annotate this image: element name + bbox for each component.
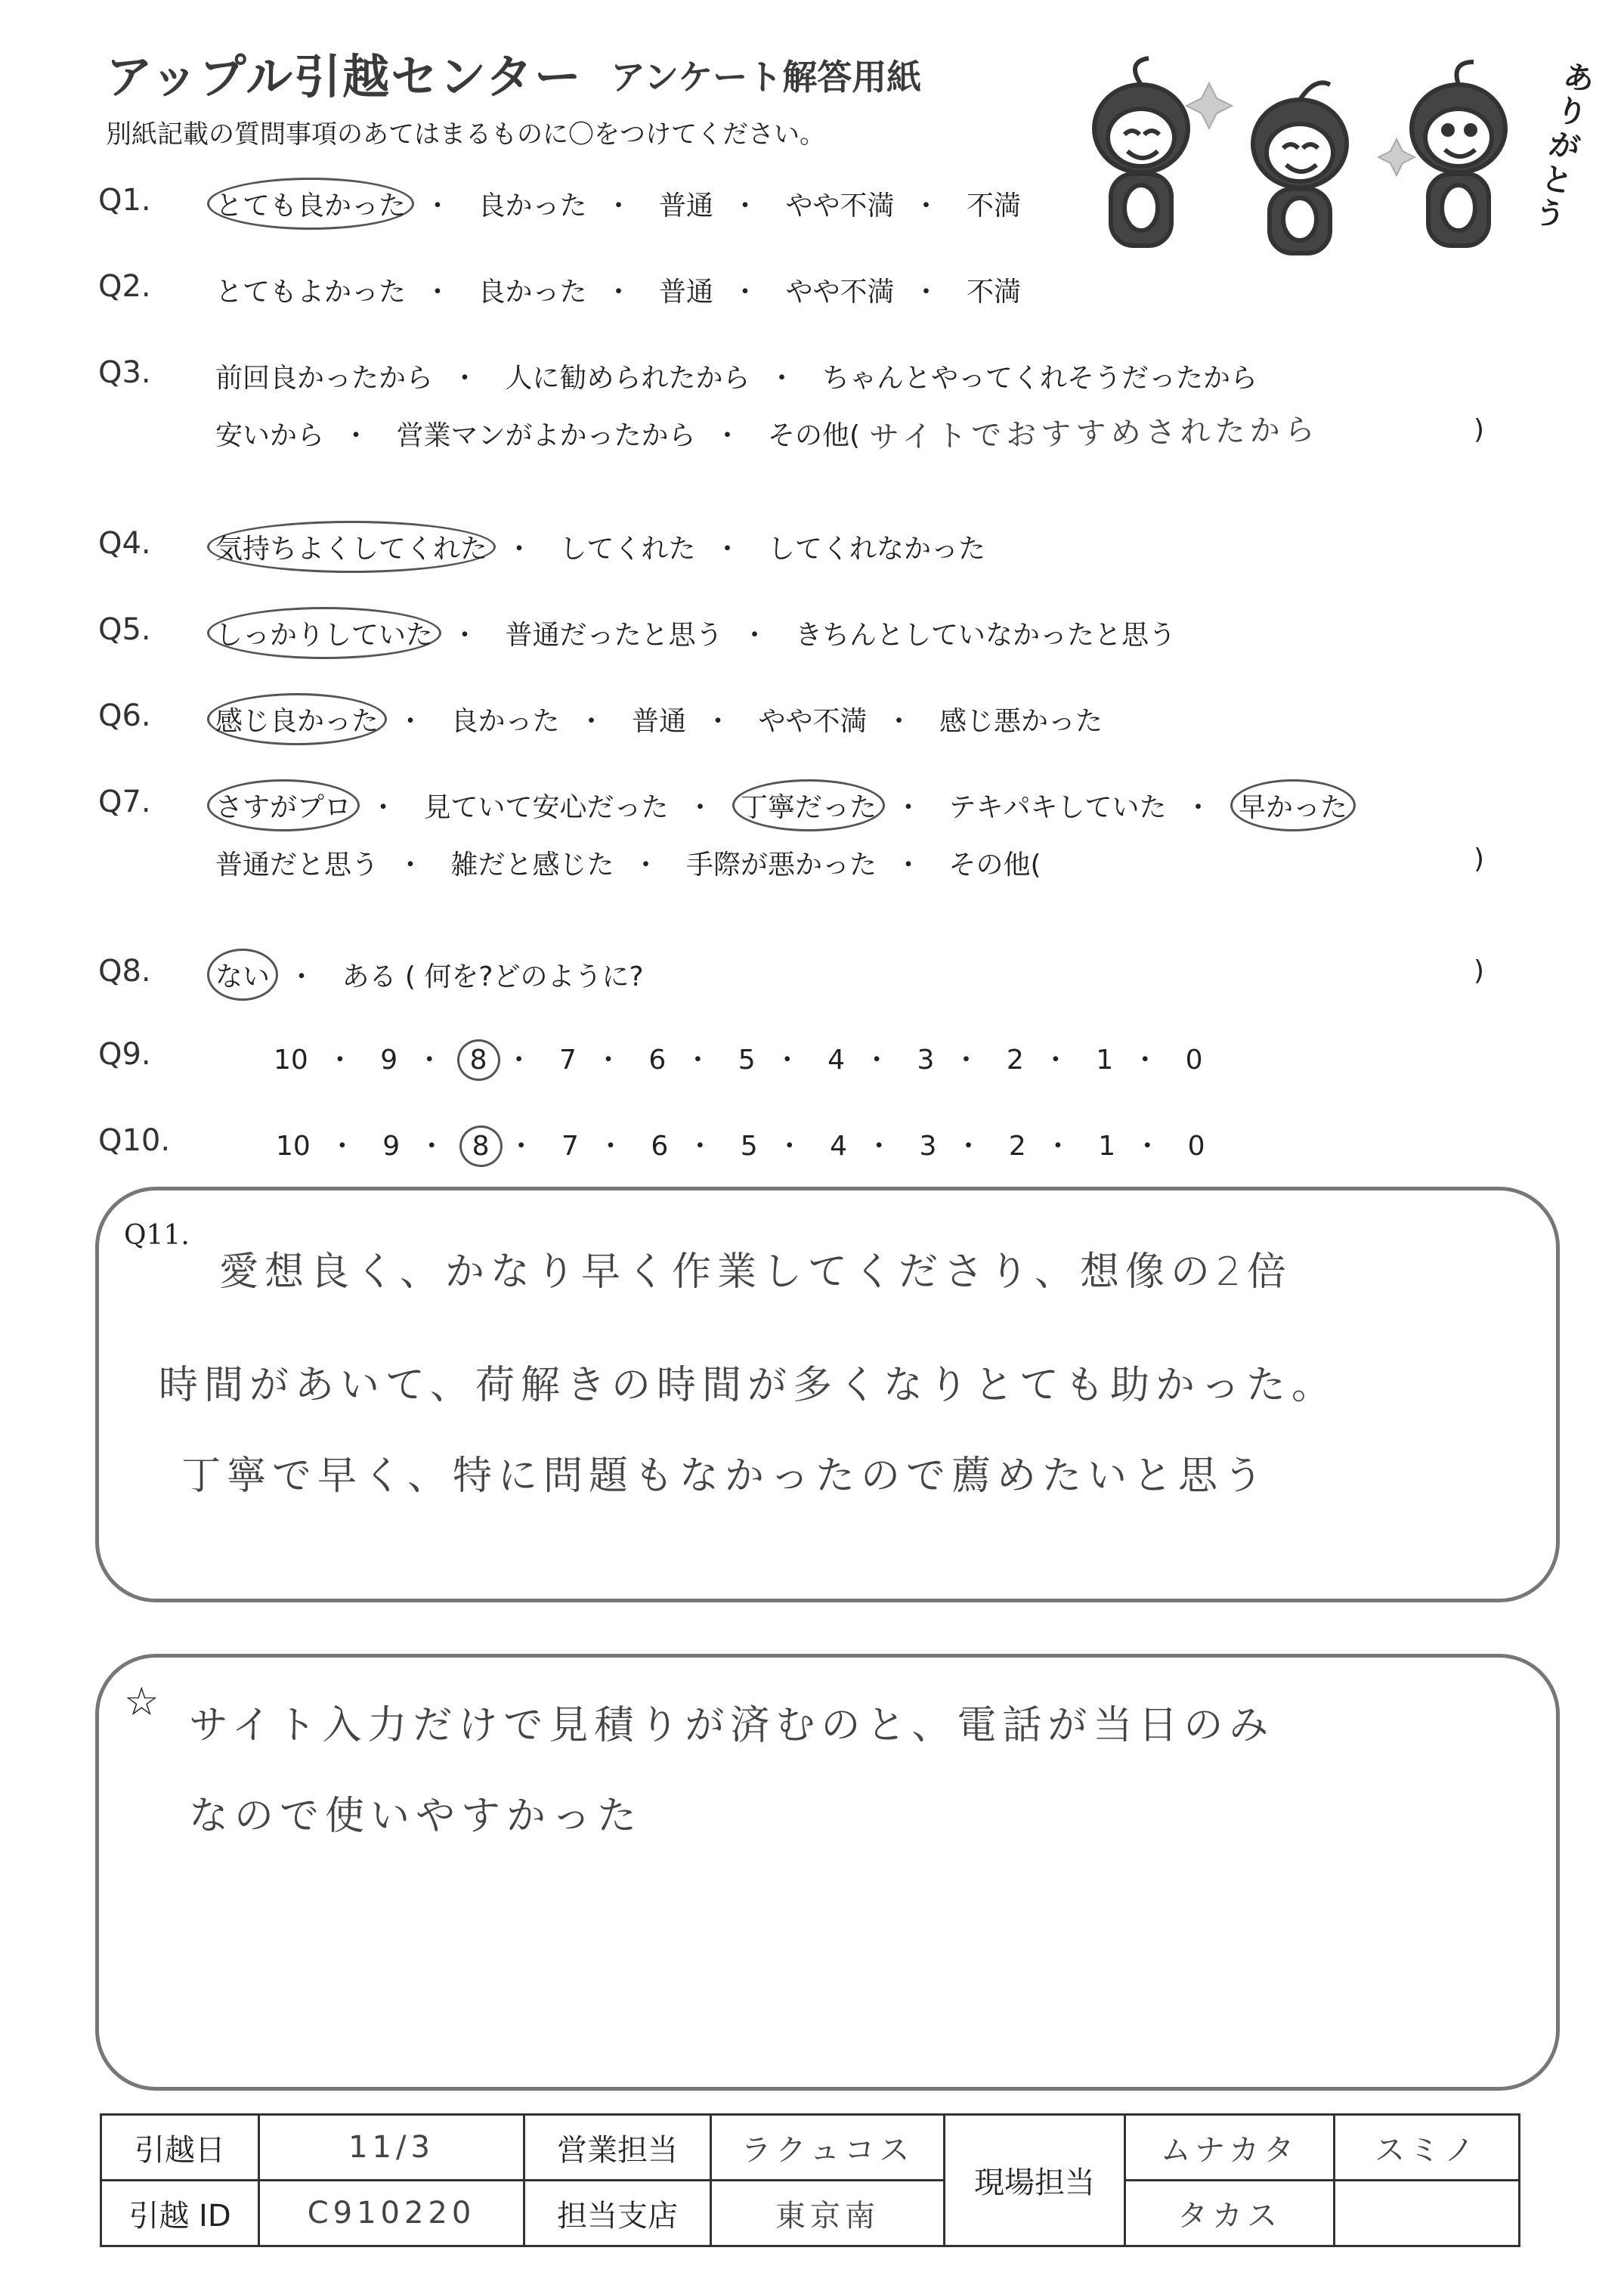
q2-option-2[interactable]: 良かった bbox=[478, 277, 587, 308]
q11-line-3: 丁寧で早く、特に問題もなかったので薦めたいと思う bbox=[181, 1453, 1269, 1499]
move-date-value[interactable]: 11/3 bbox=[259, 2115, 524, 2181]
q10-score-10[interactable]: 10 bbox=[276, 1131, 311, 1162]
q9-score-10[interactable]: 10 bbox=[274, 1045, 308, 1076]
q2-option-1[interactable]: とてもよかった bbox=[215, 277, 407, 308]
branch-label: 担当支店 bbox=[524, 2181, 711, 2246]
q9-score-3[interactable]: 3 bbox=[917, 1045, 935, 1076]
q10-score-2[interactable]: 2 bbox=[1008, 1131, 1026, 1162]
q1-label: Q1. bbox=[98, 183, 151, 218]
q3-option-other[interactable]: その他( bbox=[767, 420, 861, 451]
q6-option-2[interactable]: 良かった bbox=[450, 706, 560, 737]
q9-score-4[interactable]: 4 bbox=[827, 1045, 846, 1076]
q5-options: しっかりしていた ・ 普通だったと思う ・ きちんとしていなかったと思う bbox=[215, 614, 1176, 652]
q8-options: ない ・ ある ( 何を?どのように? bbox=[215, 955, 644, 994]
info-table bbox=[100, 2113, 1520, 2247]
q5-option-3[interactable]: きちんとしていなかったと思う bbox=[794, 620, 1176, 651]
q8-close-paren: ) bbox=[1474, 955, 1485, 986]
q2-option-5[interactable]: 不満 bbox=[966, 277, 1021, 308]
site-rep-3[interactable]: タカス bbox=[1125, 2181, 1335, 2246]
site-rep-1[interactable]: ムナカタ bbox=[1125, 2115, 1335, 2181]
q6-label: Q6. bbox=[98, 698, 151, 733]
q4-option-1[interactable]: 気持ちよくしてくれた bbox=[207, 521, 496, 573]
q10-score-0[interactable]: 0 bbox=[1187, 1131, 1205, 1162]
move-date-label: 引越日 bbox=[101, 2115, 259, 2181]
company-title: アップル引越センター bbox=[106, 49, 583, 104]
q10-scale: 10 ・ 9 ・ 8 ・ 7 ・ 6 ・ 5 ・ 4 ・ 3 ・ 2 ・ 1 ・ 0 bbox=[276, 1125, 1205, 1163]
q3-option-1[interactable]: 前回良かったから bbox=[215, 363, 434, 394]
q9-score-0[interactable]: 0 bbox=[1185, 1045, 1203, 1076]
q6-option-5[interactable]: 感じ悪かった bbox=[939, 706, 1103, 737]
q7-option-1[interactable]: さすがプロ bbox=[207, 779, 360, 831]
q1-options: とても良かった ・ 良かった ・ 普通 ・ やや不満 ・ 不満 bbox=[215, 184, 1021, 223]
q4-option-2[interactable]: してくれた bbox=[559, 534, 696, 565]
branch-value[interactable]: 東京南 bbox=[711, 2181, 945, 2246]
q3-label: Q3. bbox=[98, 355, 151, 390]
q1-option-2[interactable]: 良かった bbox=[478, 190, 587, 221]
q8-label: Q8. bbox=[98, 954, 151, 989]
move-id-value[interactable]: C910220 bbox=[259, 2181, 524, 2246]
q10-score-3[interactable]: 3 bbox=[919, 1131, 937, 1162]
q1-option-4[interactable]: やや不満 bbox=[785, 190, 895, 221]
q4-label: Q4. bbox=[98, 526, 151, 561]
q9-score-1[interactable]: 1 bbox=[1096, 1045, 1114, 1076]
q2-option-4[interactable]: やや不満 bbox=[785, 277, 895, 308]
q7-label: Q7. bbox=[98, 785, 151, 819]
mascot-monkeys-illustration bbox=[1028, 45, 1572, 257]
q3-option-5[interactable]: 営業マンがよかったから bbox=[396, 420, 696, 451]
site-rep-label: 現場担当 bbox=[945, 2115, 1125, 2246]
instruction-text: 別紙記載の質問事項のあてはまるものに〇をつけてください。 bbox=[106, 119, 825, 150]
form-subtitle: アンケート解答用紙 bbox=[611, 57, 922, 98]
q4-options: 気持ちよくしてくれた ・ してくれた ・ してくれなかった bbox=[215, 528, 985, 566]
q9-score-5[interactable]: 5 bbox=[738, 1045, 756, 1076]
thanks-text: ありがとう bbox=[1531, 58, 1598, 235]
q7-options-line2: 普通だと思う ・ 雑だと感じた ・ 手際が悪かった ・ その他( bbox=[215, 844, 1041, 882]
q7-close-paren: ) bbox=[1474, 844, 1485, 875]
q11-line-1: 愛想良く、かなり早く作業してくださり、想像の2倍 bbox=[219, 1249, 1293, 1295]
q6-options: 感じ良かった ・ 良かった ・ 普通 ・ やや不満 ・ 感じ悪かった bbox=[215, 700, 1103, 738]
q10-score-7[interactable]: 7 bbox=[561, 1131, 579, 1162]
q7-option-6[interactable]: 普通だと思う bbox=[215, 850, 379, 881]
q2-option-3[interactable]: 普通 bbox=[658, 277, 713, 308]
q9-score-2[interactable]: 2 bbox=[1006, 1045, 1024, 1076]
q10-score-9[interactable]: 9 bbox=[382, 1131, 401, 1162]
q11-line-2: 時間があいて、荷解きの時間が多くなりとても助かった。 bbox=[159, 1363, 1337, 1408]
q8-option-1[interactable]: ない bbox=[207, 949, 278, 1001]
q4-option-3[interactable]: してくれなかった bbox=[767, 534, 985, 565]
q1-option-5[interactable]: 不満 bbox=[966, 190, 1021, 221]
q5-option-2[interactable]: 普通だったと思う bbox=[505, 620, 723, 651]
q7-option-4[interactable]: テキパキしていた bbox=[948, 792, 1167, 823]
q1-option-3[interactable]: 普通 bbox=[658, 190, 713, 221]
q10-label: Q10. bbox=[98, 1123, 171, 1158]
q7-option-5[interactable]: 早かった bbox=[1230, 779, 1356, 831]
q6-option-3[interactable]: 普通 bbox=[631, 706, 686, 737]
q6-option-1[interactable]: 感じ良かった bbox=[207, 693, 387, 745]
q10-score-6[interactable]: 6 bbox=[651, 1131, 669, 1162]
q3-options-line1: 前回良かったから ・ 人に勧められたから ・ ちゃんとやってくれそうだったから bbox=[215, 357, 1257, 395]
move-id-label: 引越 ID bbox=[101, 2181, 259, 2246]
site-rep-2[interactable]: スミノ bbox=[1335, 2115, 1520, 2181]
q2-label: Q2. bbox=[98, 269, 151, 304]
q9-score-7[interactable]: 7 bbox=[559, 1045, 577, 1076]
site-rep-4[interactable] bbox=[1335, 2181, 1520, 2246]
q3-close-paren: ) bbox=[1474, 414, 1485, 445]
q2-options: とてもよかった ・ 良かった ・ 普通 ・ やや不満 ・ 不満 bbox=[215, 271, 1021, 309]
q11-label: Q11. bbox=[124, 1220, 190, 1251]
sales-rep-value[interactable]: ラクュコス bbox=[711, 2115, 945, 2181]
q1-option-1[interactable]: とても良かった bbox=[207, 178, 414, 230]
q10-score-1[interactable]: 1 bbox=[1098, 1131, 1116, 1162]
q7-option-3[interactable]: 丁寧だった bbox=[732, 779, 885, 831]
q9-score-9[interactable]: 9 bbox=[380, 1045, 398, 1076]
q5-label: Q5. bbox=[98, 612, 151, 647]
q9-scale: 10 ・ 9 ・ 8 ・ 7 ・ 6 ・ 5 ・ 4 ・ 3 ・ 2 ・ 1 ・ 0 bbox=[274, 1039, 1203, 1077]
q10-score-4[interactable]: 4 bbox=[830, 1131, 848, 1162]
q3-option-3[interactable]: ちゃんとやってくれそうだったから bbox=[821, 363, 1257, 394]
q3-option-2[interactable]: 人に勧められたから bbox=[505, 363, 750, 394]
q10-score-8[interactable]: 8 bbox=[459, 1125, 503, 1167]
q10-score-5[interactable]: 5 bbox=[740, 1131, 758, 1162]
q9-score-6[interactable]: 6 bbox=[648, 1045, 667, 1076]
q7-option-8[interactable]: 手際が悪かった bbox=[685, 850, 877, 881]
q9-label: Q9. bbox=[98, 1037, 151, 1072]
q8-option-2[interactable]: ある ( 何を?どのように? bbox=[342, 961, 644, 992]
q7-option-2[interactable]: 見ていて安心だった bbox=[423, 792, 669, 823]
q9-score-8[interactable]: 8 bbox=[457, 1039, 500, 1081]
free-comment-line-1: サイト入力だけで見積りが済むのと、電話が当日のみ bbox=[189, 1703, 1275, 1748]
q3-other-handwritten: サイトでおすすめされたから bbox=[868, 412, 1320, 456]
q3-options-line2: 安いから ・ 営業マンがよかったから ・ その他( bbox=[215, 414, 860, 453]
free-comment-line-2: なので使いやすかった bbox=[189, 1794, 643, 1839]
q3-option-4[interactable]: 安いから bbox=[215, 420, 325, 451]
q7-option-other[interactable]: その他( bbox=[948, 850, 1041, 881]
q5-option-1[interactable]: しっかりしていた bbox=[207, 607, 441, 659]
star-icon: ☆ bbox=[124, 1679, 159, 1725]
q7-options-line1: さすがプロ ・ 見ていて安心だった ・ 丁寧だった ・ テキパキしていた ・ 早かった bbox=[215, 786, 1347, 825]
q6-option-4[interactable]: やや不満 bbox=[758, 706, 868, 737]
q7-option-7[interactable]: 雑だと感じた bbox=[450, 850, 614, 881]
sales-rep-label: 営業担当 bbox=[524, 2115, 711, 2181]
